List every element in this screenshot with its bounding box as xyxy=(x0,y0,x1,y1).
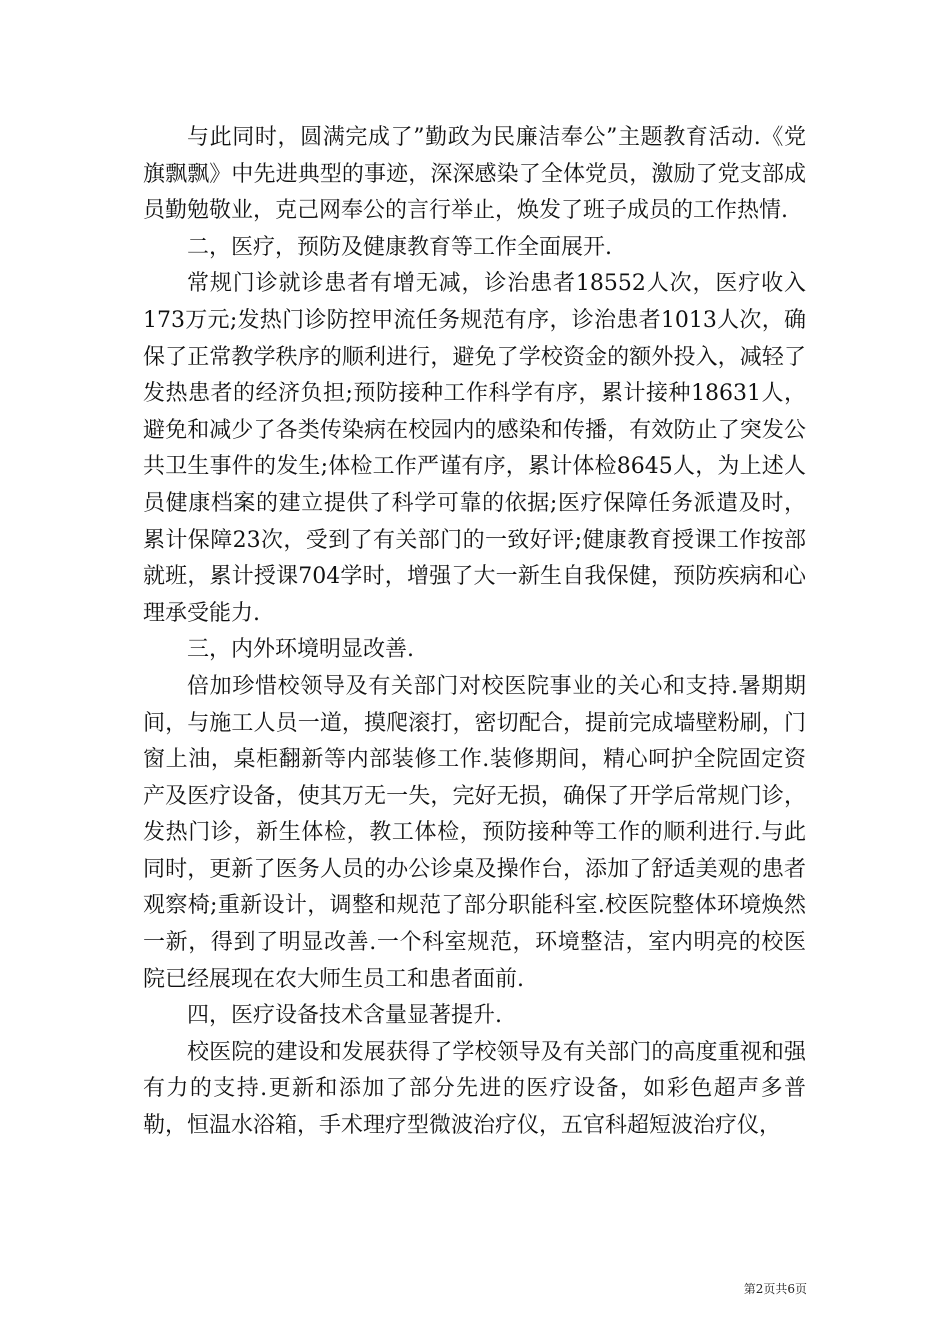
section-heading-4: 四，医疗设备技术含量显著提升. xyxy=(187,1003,502,1029)
section-heading-3: 三，内外环境明显改善. xyxy=(187,637,414,663)
document-body xyxy=(143,120,806,1145)
paragraph-1: 与此同时，圆满完成了”勤政为民廉洁奉公”主题教育活动.《党旗飘飘》中先进典型的事迹，深深感染了全体党员，激励了党支部成员勤勉敬业，克己网奉公的言行举止，焕发了班子成员的工作热情. xyxy=(143,125,806,224)
page-number-footer: 第2页共6页 xyxy=(743,1282,807,1296)
paragraph-3: 倍加珍惜校领导及有关部门对校医院事业的关心和支持.暑期期间，与施工人员一道，摸爬滚打，密切配合，提前完成墙壁粉刷，门窗上油，桌柜翻新等内部装修工作.装修期间，精心呵护全院固定资产及医疗设备，使其万无一失，完好无损，确保了开学后常规门诊，发热门诊，新生体检，教工体检，预防接种等工作的顺利进行.与此同时，更新了医务人员的办公诊桌及操作台，添加了舒适美观的患者观察椅;重新设计，调整和规范了部分职能科室.校医院整体环境焕然一新，得到了明显改善.一个科室规范，环境整洁，室内明亮的校医院已经展现在农大师生员工和患者面前. xyxy=(143,673,806,992)
paragraph-2: 常规门诊就诊患者有增无减，诊治患者18552人次，医疗收入173万元;发热门诊防控甲流任务规范有序，诊治患者1013人次，确保了正常教学秩序的顺利进行，避免了学校资金的额外投入，减轻了发热患者的经济负担;预防接种工作科学有序，累计接种18631人，避免和减少了各类传染病在校园内的感染和传播，有效防止了突发公共卫生事件的发生;体检工作严谨有序，累计体检8645人，为上述人员健康档案的建立提供了科学可靠的依据;医疗保障任务派遣及时，累计保障23次，受到了有关部门的一致好评;健康教育授课工作按部就班，累计授课704学时，增强了大一新生自我保健，预防疾病和心理承受能力. xyxy=(143,271,806,626)
paragraph-4: 校医院的建设和发展获得了学校领导及有关部门的高度重视和强有力的支持.更新和添加了部分先进的医疗设备，如彩色超声多普勒，恒温水浴箱，手术理疗型微波治疗仪，五官科超短波治疗仪， xyxy=(143,1039,806,1139)
section-heading-2: 二，医疗，预防及健康教育等工作全面展开. xyxy=(187,234,612,260)
